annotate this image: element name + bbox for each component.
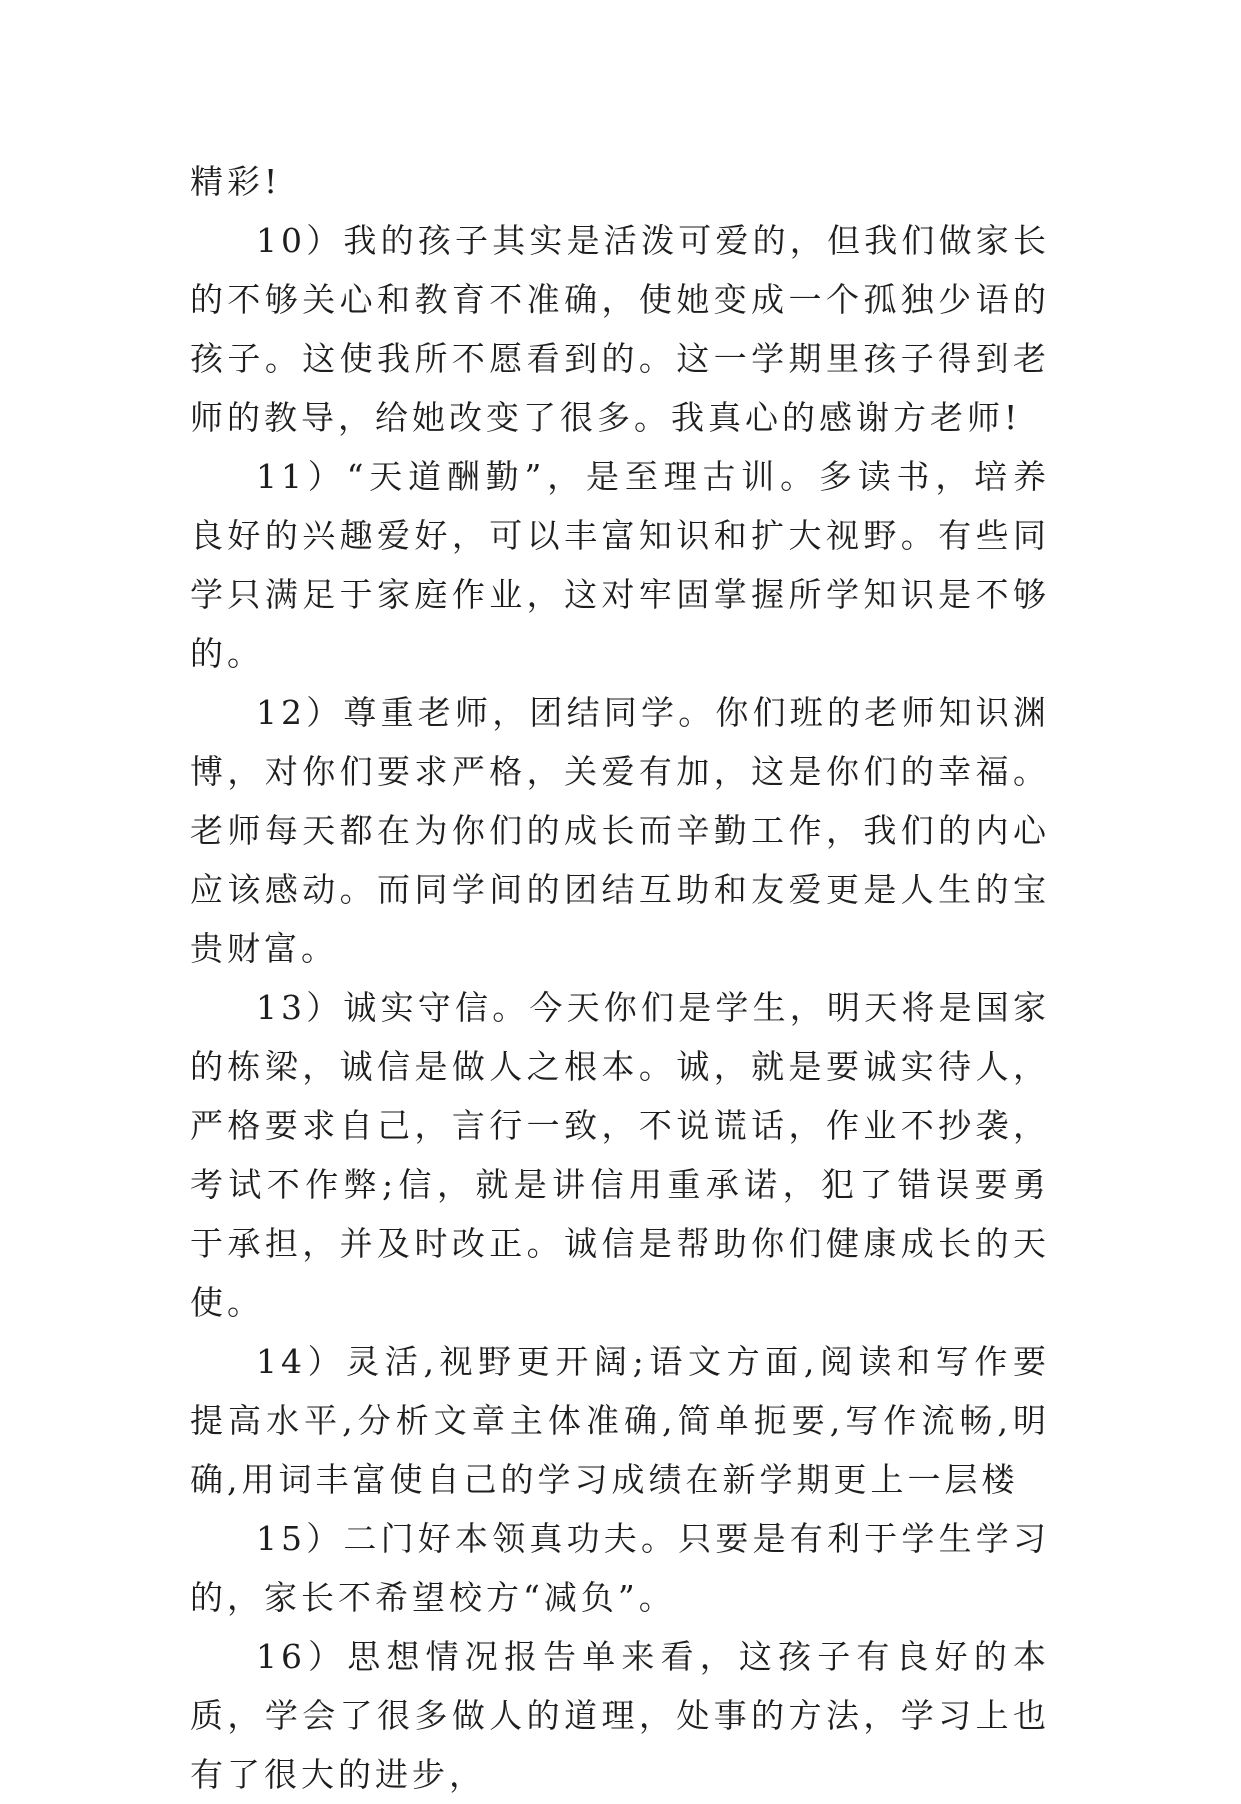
document-body [190,152,1050,1804]
paragraph-item-14: 14）灵活,视野更开阔;语文方面,阅读和写作要提高水平,分析文章主体准确,简单扼要,写作流畅,明确,用词丰富使自己的学习成绩在新学期更上一层楼 [190,1342,1050,1499]
paragraph-item-15: 15）二门好本领真功夫。只要是有利于学生学习的，家长不希望校方“减负”。 [190,1519,1050,1617]
paragraph-item-13: 13）诚实守信。今天你们是学生，明天将是国家的栋梁，诚信是做人之根本。诚，就是要诚实待人，严格要求自己，言行一致，不说谎话，作业不抄袭，考试不作弊;信，就是讲信用重承诺，犯了错误要勇于承担，并及时改正。诚信是帮助你们健康成长的天使。 [190,988,1050,1322]
paragraph-item-11: 11）“天道酬勤”，是至理古训。多读书，培养良好的兴趣爱好，可以丰富知识和扩大视野。有些同学只满足于家庭作业，这对牢固掌握所学知识是不够的。 [190,457,1050,673]
paragraph-item-12: 12）尊重老师，团结同学。你们班的老师知识渊博，对你们要求严格，关爱有加，这是你们的幸福。老师每天都在为你们的成长而辛勤工作，我们的内心应该感动。而同学间的团结互助和友爱更是人生的宝贵财富。 [190,693,1050,968]
paragraph-item-16: 16）思想情况报告单来看，这孩子有良好的本质，学会了很多做人的道理，处事的方法，学习上也有了很大的进步， [190,1637,1050,1794]
paragraph-item-10: 10）我的孩子其实是活泼可爱的，但我们做家长的不够关心和教育不准确，使她变成一个孤独少语的孩子。这使我所不愿看到的。这一学期里孩子得到老师的教导，给她改变了很多。我真心的感谢方老师! [190,221,1050,437]
paragraph-continuation: 精彩! [190,162,282,201]
